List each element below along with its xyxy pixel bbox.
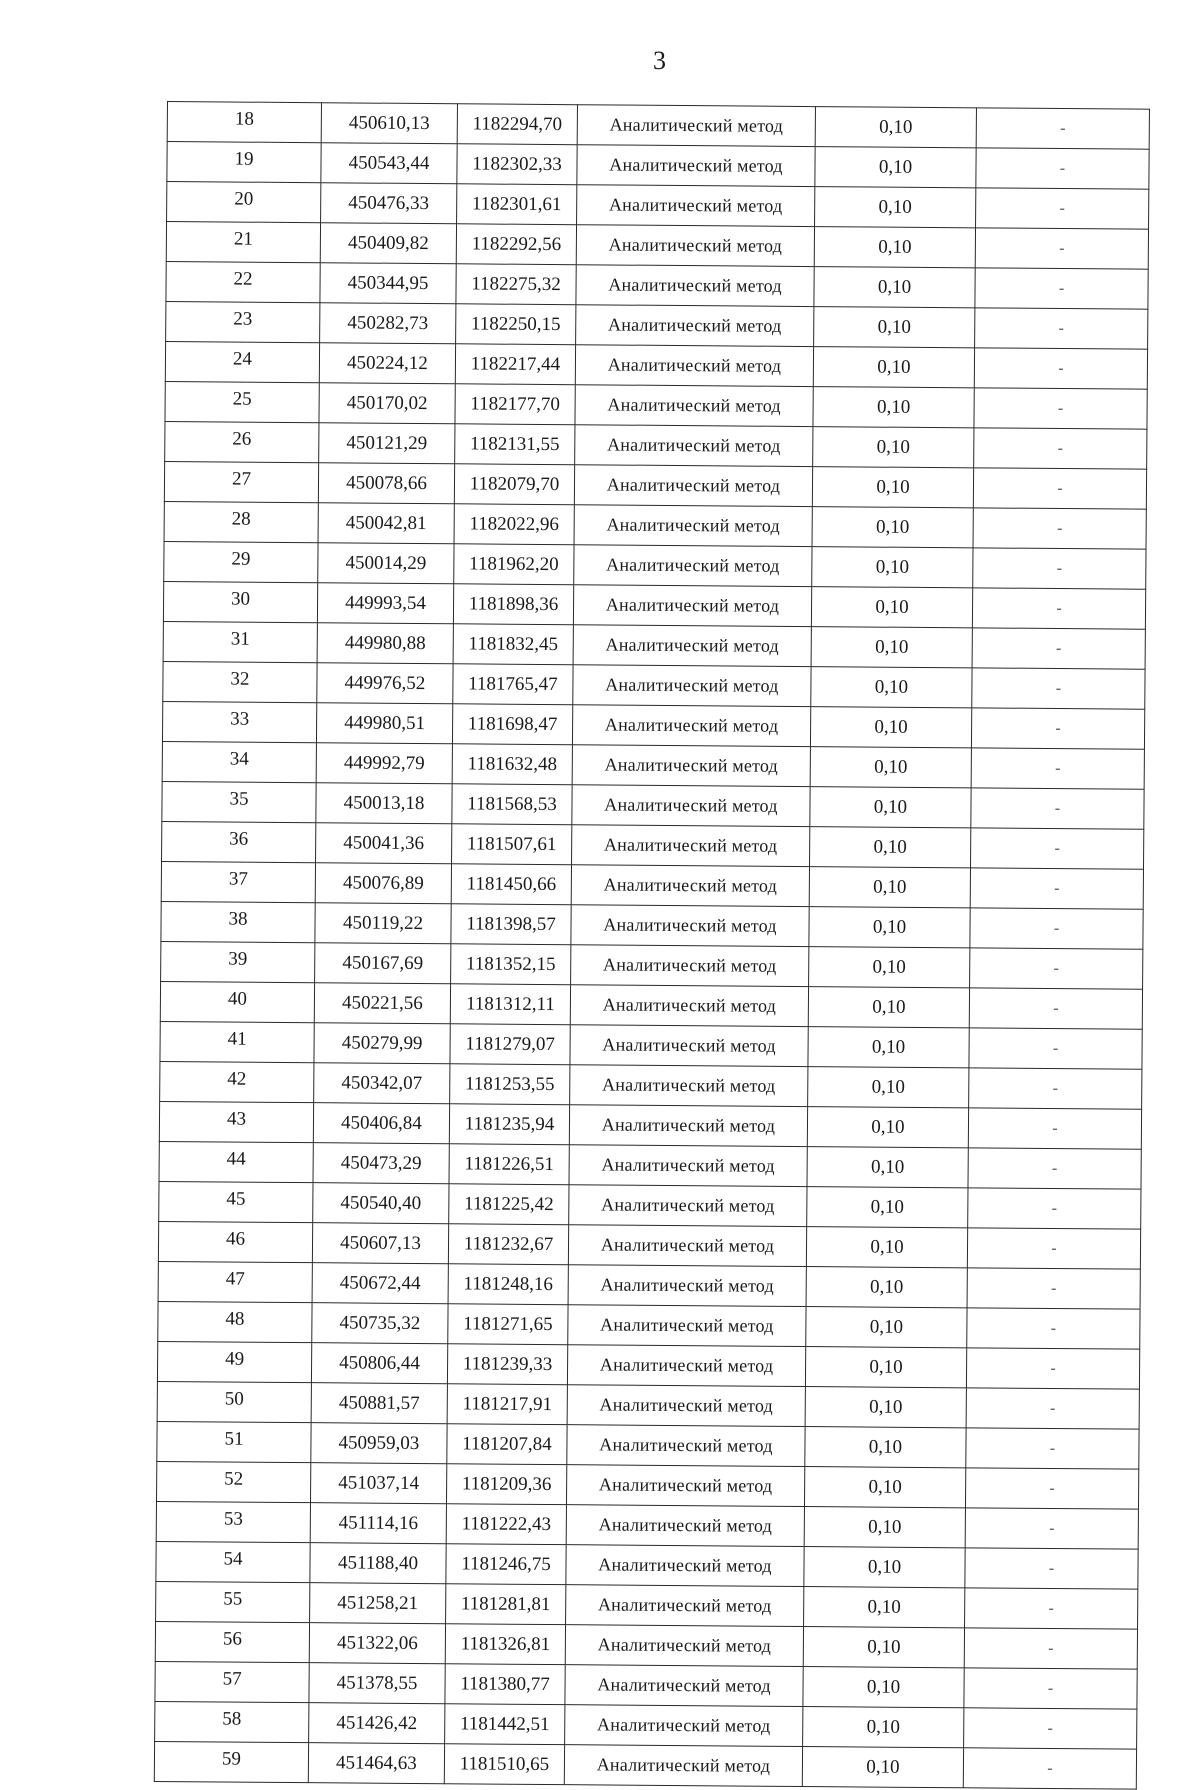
point-number-cell: 29: [164, 541, 318, 582]
method-cell: Аналитический метод: [574, 465, 812, 507]
x-coordinate-cell: 451426,42: [309, 1703, 445, 1744]
point-number-cell: 22: [166, 261, 320, 302]
note-cell: -: [972, 628, 1145, 669]
method-cell: Аналитический метод: [575, 345, 813, 387]
accuracy-cell: 0,10: [809, 907, 970, 948]
x-coordinate-cell: 450282,73: [320, 303, 456, 344]
method-cell: Аналитический метод: [571, 865, 809, 907]
y-coordinate-cell: 1182131,55: [455, 424, 575, 465]
point-number-cell: 55: [156, 1581, 310, 1622]
method-cell: Аналитический метод: [567, 1385, 805, 1427]
accuracy-cell: 0,10: [803, 1627, 964, 1668]
x-coordinate-cell: 451188,40: [310, 1543, 446, 1584]
method-cell: Аналитический метод: [568, 1305, 806, 1347]
method-cell: Аналитический метод: [565, 1665, 803, 1707]
point-number-cell: 24: [165, 341, 319, 382]
note-cell: -: [971, 708, 1144, 749]
point-number-cell: 33: [162, 701, 316, 742]
accuracy-cell: 0,10: [809, 867, 970, 908]
note-cell: -: [968, 1148, 1141, 1189]
note-cell: -: [974, 428, 1147, 469]
note-cell: -: [965, 1468, 1138, 1509]
accuracy-cell: 0,10: [812, 547, 973, 588]
x-coordinate-cell: 449993,54: [317, 583, 453, 624]
x-coordinate-cell: 450224,12: [319, 343, 455, 384]
coordinates-table-wrapper: [154, 101, 1149, 1790]
y-coordinate-cell: 1182177,70: [455, 384, 575, 425]
accuracy-cell: 0,10: [809, 947, 970, 988]
method-cell: Аналитический метод: [572, 705, 810, 747]
accuracy-cell: 0,10: [812, 507, 973, 548]
method-cell: Аналитический метод: [569, 1105, 807, 1147]
method-cell: Аналитический метод: [569, 1145, 807, 1187]
y-coordinate-cell: 1181235,94: [449, 1104, 569, 1145]
method-cell: Аналитический метод: [573, 665, 811, 707]
y-coordinate-cell: 1181279,07: [450, 1024, 570, 1065]
method-cell: Аналитический метод: [568, 1225, 806, 1267]
accuracy-cell: 0,10: [807, 1187, 968, 1228]
accuracy-cell: 0,10: [815, 107, 976, 148]
point-number-cell: 28: [164, 501, 318, 542]
point-number-cell: 43: [159, 1101, 313, 1142]
note-cell: -: [964, 1668, 1137, 1709]
x-coordinate-cell: 450806,44: [311, 1343, 447, 1384]
x-coordinate-cell: 450672,44: [312, 1263, 448, 1304]
x-coordinate-cell: 449976,52: [317, 663, 453, 704]
accuracy-cell: 0,10: [808, 1067, 969, 1108]
accuracy-cell: 0,10: [804, 1467, 965, 1508]
method-cell: Аналитический метод: [564, 1745, 802, 1787]
accuracy-cell: 0,10: [804, 1587, 965, 1628]
accuracy-cell: 0,10: [810, 787, 971, 828]
note-cell: -: [972, 588, 1145, 629]
method-cell: Аналитический метод: [566, 1505, 804, 1547]
note-cell: -: [963, 1748, 1136, 1789]
point-number-cell: 57: [155, 1661, 309, 1702]
note-cell: -: [973, 548, 1146, 589]
point-number-cell: 40: [160, 981, 314, 1022]
accuracy-cell: 0,10: [815, 187, 976, 228]
point-number-cell: 44: [159, 1141, 313, 1182]
point-number-cell: 20: [167, 182, 321, 223]
x-coordinate-cell: 450540,40: [313, 1183, 449, 1224]
method-cell: Аналитический метод: [572, 745, 810, 787]
note-cell: -: [976, 108, 1149, 149]
y-coordinate-cell: 1181217,91: [447, 1384, 567, 1425]
note-cell: -: [971, 828, 1144, 869]
y-coordinate-cell: 1182079,70: [454, 464, 574, 505]
point-number-cell: 56: [155, 1621, 309, 1662]
method-cell: Аналитический метод: [574, 505, 812, 547]
x-coordinate-cell: 450121,29: [319, 423, 455, 464]
method-cell: Аналитический метод: [566, 1545, 804, 1587]
accuracy-cell: 0,10: [808, 1027, 969, 1068]
y-coordinate-cell: 1181765,47: [453, 664, 573, 705]
x-coordinate-cell: 451464,63: [308, 1743, 444, 1784]
accuracy-cell: 0,10: [806, 1307, 967, 1348]
point-number-cell: 49: [157, 1341, 311, 1382]
y-coordinate-cell: 1181248,16: [448, 1264, 568, 1305]
x-coordinate-cell: 450076,89: [315, 863, 451, 904]
y-coordinate-cell: 1181398,57: [451, 904, 571, 945]
x-coordinate-cell: 450342,07: [314, 1063, 450, 1104]
point-number-cell: 23: [166, 301, 320, 342]
method-cell: Аналитический метод: [566, 1465, 804, 1507]
note-cell: -: [967, 1308, 1140, 1349]
note-cell: -: [964, 1628, 1137, 1669]
accuracy-cell: 0,10: [812, 467, 973, 508]
note-cell: -: [972, 668, 1145, 709]
y-coordinate-cell: 1181207,84: [447, 1424, 567, 1465]
x-coordinate-cell: 450167,69: [315, 943, 451, 984]
method-cell: Аналитический метод: [565, 1625, 803, 1667]
x-coordinate-cell: 450041,36: [316, 823, 452, 864]
x-coordinate-cell: 451378,55: [309, 1663, 445, 1704]
note-cell: -: [965, 1588, 1138, 1629]
accuracy-cell: 0,10: [805, 1427, 966, 1468]
accuracy-cell: 0,10: [813, 347, 974, 388]
y-coordinate-cell: 1182294,70: [457, 104, 577, 145]
point-number-cell: 50: [157, 1381, 311, 1422]
point-number-cell: 48: [158, 1301, 312, 1342]
table-row: [154, 1741, 1136, 1789]
y-coordinate-cell: 1181326,81: [445, 1624, 565, 1665]
point-number-cell: 58: [155, 1701, 309, 1742]
note-cell: -: [966, 1388, 1139, 1429]
accuracy-cell: 0,10: [815, 147, 976, 188]
y-coordinate-cell: 1181352,15: [451, 944, 571, 985]
y-coordinate-cell: 1182217,44: [455, 344, 575, 385]
point-number-cell: 26: [165, 421, 319, 462]
y-coordinate-cell: 1181225,42: [449, 1184, 569, 1225]
note-cell: -: [968, 1108, 1141, 1149]
point-number-cell: 54: [156, 1541, 310, 1582]
y-coordinate-cell: 1181281,81: [446, 1584, 566, 1625]
point-number-cell: 34: [162, 741, 316, 782]
y-coordinate-cell: 1181632,48: [452, 744, 572, 785]
note-cell: -: [968, 1188, 1141, 1229]
accuracy-cell: 0,10: [804, 1547, 965, 1588]
accuracy-cell: 0,10: [803, 1667, 964, 1708]
point-number-cell: 30: [163, 581, 317, 622]
note-cell: -: [966, 1348, 1139, 1389]
x-coordinate-cell: 451322,06: [309, 1623, 445, 1664]
point-number-cell: 37: [161, 861, 315, 902]
y-coordinate-cell: 1181962,20: [454, 544, 574, 585]
accuracy-cell: 0,10: [810, 827, 971, 868]
point-number-cell: 52: [157, 1461, 311, 1502]
accuracy-cell: 0,10: [811, 667, 972, 708]
accuracy-cell: 0,10: [811, 627, 972, 668]
y-coordinate-cell: 1181246,75: [446, 1544, 566, 1585]
accuracy-cell: 0,10: [805, 1387, 966, 1428]
point-number-cell: 31: [163, 621, 317, 662]
point-number-cell: 19: [167, 142, 321, 183]
point-number-cell: 42: [160, 1061, 314, 1102]
accuracy-cell: 0,10: [810, 747, 971, 788]
method-cell: Аналитический метод: [573, 625, 811, 667]
note-cell: -: [965, 1548, 1138, 1589]
y-coordinate-cell: 1181232,67: [448, 1224, 568, 1265]
note-cell: -: [965, 1508, 1138, 1549]
accuracy-cell: 0,10: [811, 587, 972, 628]
method-cell: Аналитический метод: [567, 1345, 805, 1387]
method-cell: Аналитический метод: [575, 385, 813, 427]
note-cell: -: [966, 1428, 1139, 1469]
method-cell: Аналитический метод: [575, 425, 813, 467]
method-cell: Аналитический метод: [577, 105, 815, 147]
accuracy-cell: 0,10: [803, 1707, 964, 1748]
accuracy-cell: 0,10: [814, 307, 975, 348]
point-number-cell: 21: [166, 222, 320, 263]
y-coordinate-cell: 1181832,45: [453, 624, 573, 665]
method-cell: Аналитический метод: [572, 825, 810, 867]
method-cell: Аналитический метод: [571, 905, 809, 947]
y-coordinate-cell: 1181226,51: [449, 1144, 569, 1185]
x-coordinate-cell: 450170,02: [319, 383, 455, 424]
method-cell: Аналитический метод: [574, 545, 812, 587]
x-coordinate-cell: 449992,79: [316, 743, 452, 784]
y-coordinate-cell: 1182292,56: [456, 224, 576, 265]
note-cell: -: [974, 348, 1147, 389]
accuracy-cell: 0,10: [802, 1747, 963, 1788]
page-number: 3: [653, 46, 667, 75]
y-coordinate-cell: 1181253,55: [450, 1064, 570, 1105]
y-coordinate-cell: 1182275,32: [456, 264, 576, 305]
accuracy-cell: 0,10: [814, 227, 975, 268]
note-cell: -: [971, 788, 1144, 829]
x-coordinate-cell: 450221,56: [314, 983, 450, 1024]
x-coordinate-cell: 450406,84: [313, 1103, 449, 1144]
method-cell: Аналитический метод: [570, 985, 808, 1027]
y-coordinate-cell: 1182302,33: [457, 144, 577, 185]
method-cell: Аналитический метод: [573, 585, 811, 627]
point-number-cell: 38: [161, 901, 315, 942]
x-coordinate-cell: 451114,16: [310, 1503, 446, 1544]
accuracy-cell: 0,10: [813, 387, 974, 428]
note-cell: -: [969, 988, 1142, 1029]
method-cell: Аналитический метод: [568, 1265, 806, 1307]
coordinates-table-body: [154, 102, 1149, 1790]
x-coordinate-cell: 450119,22: [315, 903, 451, 944]
method-cell: Аналитический метод: [567, 1425, 805, 1467]
y-coordinate-cell: 1181450,66: [451, 864, 571, 905]
accuracy-cell: 0,10: [807, 1107, 968, 1148]
coordinates-table: [154, 101, 1150, 1790]
x-coordinate-cell: 450013,18: [316, 783, 452, 824]
point-number-cell: 45: [159, 1181, 313, 1222]
x-coordinate-cell: 451258,21: [310, 1583, 446, 1624]
method-cell: Аналитический метод: [566, 1585, 804, 1627]
note-cell: -: [967, 1268, 1140, 1309]
point-number-cell: 41: [160, 1021, 314, 1062]
method-cell: Аналитический метод: [572, 785, 810, 827]
y-coordinate-cell: 1181380,77: [445, 1664, 565, 1705]
note-cell: -: [975, 268, 1148, 309]
x-coordinate-cell: 449980,88: [317, 623, 453, 664]
note-cell: -: [967, 1228, 1140, 1269]
y-coordinate-cell: 1181239,33: [447, 1344, 567, 1385]
y-coordinate-cell: 1181271,65: [448, 1304, 568, 1345]
method-cell: Аналитический метод: [577, 145, 815, 187]
x-coordinate-cell: 450610,13: [321, 103, 457, 144]
method-cell: Аналитический метод: [576, 225, 814, 267]
note-cell: -: [976, 188, 1149, 229]
x-coordinate-cell: 450344,95: [320, 263, 456, 304]
point-number-cell: 32: [163, 661, 317, 702]
accuracy-cell: 0,10: [805, 1347, 966, 1388]
point-number-cell: 39: [161, 941, 315, 982]
note-cell: -: [970, 908, 1143, 949]
note-cell: -: [969, 1028, 1142, 1069]
note-cell: -: [970, 868, 1143, 909]
point-number-cell: 51: [157, 1421, 311, 1462]
method-cell: Аналитический метод: [565, 1705, 803, 1747]
x-coordinate-cell: 450735,32: [312, 1303, 448, 1344]
point-number-cell: 53: [156, 1501, 310, 1542]
y-coordinate-cell: 1181209,36: [446, 1464, 566, 1505]
y-coordinate-cell: 1181568,53: [452, 784, 572, 825]
x-coordinate-cell: 450014,29: [318, 543, 454, 584]
note-cell: -: [964, 1708, 1137, 1749]
accuracy-cell: 0,10: [813, 427, 974, 468]
method-cell: Аналитический метод: [571, 945, 809, 987]
note-cell: -: [971, 748, 1144, 789]
point-number-cell: 18: [167, 102, 321, 143]
accuracy-cell: 0,10: [807, 1147, 968, 1188]
point-number-cell: 47: [158, 1261, 312, 1302]
note-cell: -: [975, 228, 1148, 269]
accuracy-cell: 0,10: [810, 707, 971, 748]
note-cell: -: [970, 948, 1143, 989]
y-coordinate-cell: 1181898,36: [453, 584, 573, 625]
note-cell: -: [976, 148, 1149, 189]
note-cell: -: [973, 468, 1146, 509]
x-coordinate-cell: 450409,82: [320, 223, 456, 264]
x-coordinate-cell: 450279,99: [314, 1023, 450, 1064]
x-coordinate-cell: 450473,29: [313, 1143, 449, 1184]
point-number-cell: 36: [162, 821, 316, 862]
x-coordinate-cell: 450078,66: [318, 463, 454, 504]
accuracy-cell: 0,10: [814, 267, 975, 308]
x-coordinate-cell: 450042,81: [318, 503, 454, 544]
y-coordinate-cell: 1182022,96: [454, 504, 574, 545]
x-coordinate-cell: 451037,14: [310, 1463, 446, 1504]
y-coordinate-cell: 1181510,65: [444, 1744, 564, 1785]
method-cell: Аналитический метод: [570, 1025, 808, 1067]
y-coordinate-cell: 1181698,47: [452, 704, 572, 745]
method-cell: Аналитический метод: [569, 1185, 807, 1227]
x-coordinate-cell: 450881,57: [311, 1383, 447, 1424]
y-coordinate-cell: 1181507,61: [452, 824, 572, 865]
method-cell: Аналитический метод: [570, 1065, 808, 1107]
note-cell: -: [969, 1068, 1142, 1109]
point-number-cell: 27: [164, 461, 318, 502]
x-coordinate-cell: 450543,44: [321, 143, 457, 184]
note-cell: -: [974, 388, 1147, 429]
note-cell: -: [973, 508, 1146, 549]
point-number-cell: 46: [158, 1221, 312, 1262]
x-coordinate-cell: 449980,51: [316, 703, 452, 744]
y-coordinate-cell: 1182301,61: [457, 184, 577, 225]
accuracy-cell: 0,10: [806, 1227, 967, 1268]
y-coordinate-cell: 1182250,15: [456, 304, 576, 345]
method-cell: Аналитический метод: [576, 265, 814, 307]
y-coordinate-cell: 1181222,43: [446, 1504, 566, 1545]
method-cell: Аналитический метод: [576, 305, 814, 347]
method-cell: Аналитический метод: [577, 185, 815, 227]
point-number-cell: 25: [165, 381, 319, 422]
note-cell: -: [975, 308, 1148, 349]
accuracy-cell: 0,10: [808, 987, 969, 1028]
x-coordinate-cell: 450959,03: [311, 1423, 447, 1464]
point-number-cell: 35: [162, 781, 316, 822]
y-coordinate-cell: 1181442,51: [445, 1704, 565, 1745]
y-coordinate-cell: 1181312,11: [450, 984, 570, 1025]
x-coordinate-cell: 450607,13: [312, 1223, 448, 1264]
x-coordinate-cell: 450476,33: [321, 183, 457, 224]
accuracy-cell: 0,10: [804, 1507, 965, 1548]
accuracy-cell: 0,10: [806, 1267, 967, 1308]
point-number-cell: 59: [154, 1741, 308, 1782]
